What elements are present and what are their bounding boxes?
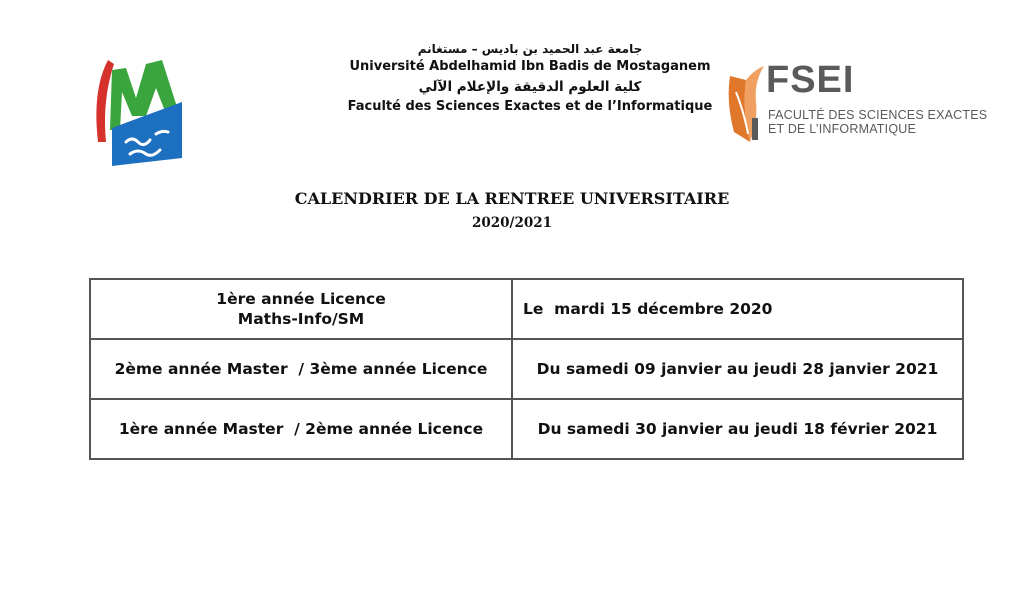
date-cell xyxy=(512,399,963,459)
date-text: Du samedi 09 janvier au jeudi 28 janvier 2021 xyxy=(536,360,939,378)
date-cell xyxy=(512,339,963,399)
level-line: 1ère année Master / 2ème année Licence xyxy=(118,420,484,438)
faculty-name: Faculté des Sciences Exactes et de l’Informatique xyxy=(347,99,713,114)
fsei-subtitle-line1: FACULTÉ DES SCIENCES EXACTES xyxy=(768,108,988,122)
level-line: 2ème année Master / 3ème année Licence xyxy=(114,360,488,378)
date-cell xyxy=(512,279,963,339)
table-row xyxy=(90,279,963,339)
table-row xyxy=(90,399,963,459)
level-cell xyxy=(90,339,512,399)
arabic-faculty-name: كلية العلوم الدقيقة والإعلام الآلي xyxy=(418,79,642,95)
level-line: 1ère année Licence xyxy=(216,290,386,308)
fsei-subtitle-line2: ET DE L’INFORMATIQUE xyxy=(768,122,917,136)
academic-year: 2020/2021 xyxy=(471,215,553,231)
page-title: CALENDRIER DE LA RENTREE UNIVERSITAIRE xyxy=(294,189,730,208)
date-text: Le mardi 15 décembre 2020 xyxy=(523,300,773,318)
level-cell xyxy=(90,399,512,459)
fsei-logo-subtitle xyxy=(768,108,987,136)
institution-header xyxy=(300,40,760,116)
table-row xyxy=(90,339,963,399)
level-cell xyxy=(90,279,512,339)
arabic-university-name: جامعة عبد الحميد بن باديس – مستغانم xyxy=(417,42,643,56)
university-name: Université Abdelhamid Ibn Badis de Mostaganem xyxy=(349,59,711,74)
level-line: Maths-Info/SM xyxy=(237,310,365,328)
date-text: Du samedi 30 janvier au jeudi 18 février 2021 xyxy=(537,420,938,438)
fsei-logo-title: FSEI xyxy=(766,59,855,101)
schedule-table xyxy=(89,278,964,460)
university-logo-icon xyxy=(86,50,186,172)
